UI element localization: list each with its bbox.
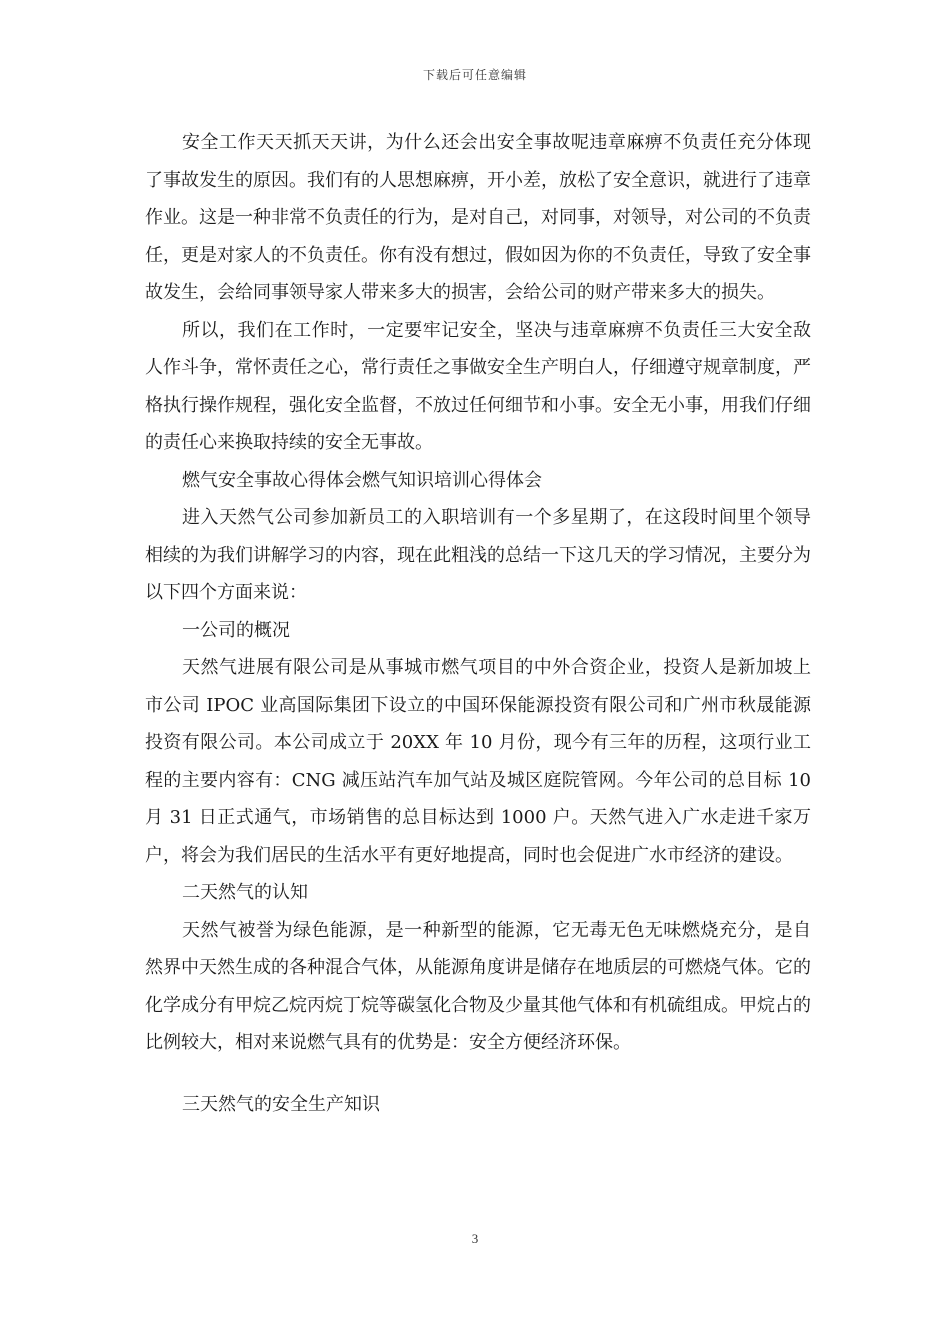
document-body xyxy=(145,124,811,1123)
paragraph-safety-conclusion: 所以，我们在工作时，一定要牢记安全，坚决与违章麻痹不负责任三大安全敌人作斗争，常怀责任之心，常行责任之事做安全生产明白人，仔细遵守规章制度，严格执行操作规程，强化安全监督，不放过任何细节和小事。安全无小事，用我们仔细的责任心来换取持续的安全无事故。 xyxy=(145,319,811,453)
header-note: 下载后可任意编辑 xyxy=(422,68,527,82)
heading-safety-production: 三天然气的安全生产知识 xyxy=(182,1093,380,1115)
paragraph-natural-gas-knowledge: 天然气被誉为绿色能源，是一种新型的能源，它无毒无色无味燃烧充分，是自然界中天然生成的各种混合气体，从能源角度讲是储存在地质层的可燃烧气体。它的化学成分有甲烷乙烷丙烷丁烷等碳氢化合物及少量其他气体和有机硫组成。甲烷占的比例较大，相对来说燃气具有的优势是：安全方便经济环保。 xyxy=(145,919,811,1053)
page-number: 3 xyxy=(471,1231,479,1246)
section-title-training: 燃气安全事故心得体会燃气知识培训心得体会 xyxy=(182,469,542,491)
heading-company-overview: 一公司的概况 xyxy=(182,619,290,641)
paragraph-company-overview: 天然气进展有限公司是从事城市燃气项目的中外合资企业，投资人是新加坡上市公司 IPOC 业高国际集团下设立的中国环保能源投资有限公司和广州市秋晟能源投资有限公司。本公司成立于 20XX 年 10 月份，现今有三年的历程，这项行业工程的主要内容有：CNG 减压站汽车加气站及城区庭院管网。今年公司的总目标 10 月 31 日正式通气，市场销售的总目标达到 1000 户。天然气进入广水走进千家万户，将会为我们居民的生活水平有更好地提高，同时也会促进广水市经济的建设。 xyxy=(145,657,811,866)
paragraph-safety-causes: 安全工作天天抓天天讲，为什么还会出安全事故呢违章麻痹不负责任充分体现了事故发生的原因。我们有的人思想麻痹，开小差，放松了安全意识，就进行了违章作业。这是一种非常不负责任的行为，是对自己，对同事，对领导，对公司的不负责任，更是对家人的不负责任。你有没有想过，假如因为你的不负责任，导致了安全事故发生，会给同事领导家人带来多大的损害，会给公司的财产带来多大的损失。 xyxy=(145,132,811,303)
paragraph-training-intro: 进入天然气公司参加新员工的入职培训有一个多星期了，在这段时间里个领导相续的为我们讲解学习的内容，现在此粗浅的总结一下这几天的学习情况，主要分为以下四个方面来说： xyxy=(145,507,811,603)
heading-natural-gas-knowledge: 二天然气的认知 xyxy=(182,882,308,903)
